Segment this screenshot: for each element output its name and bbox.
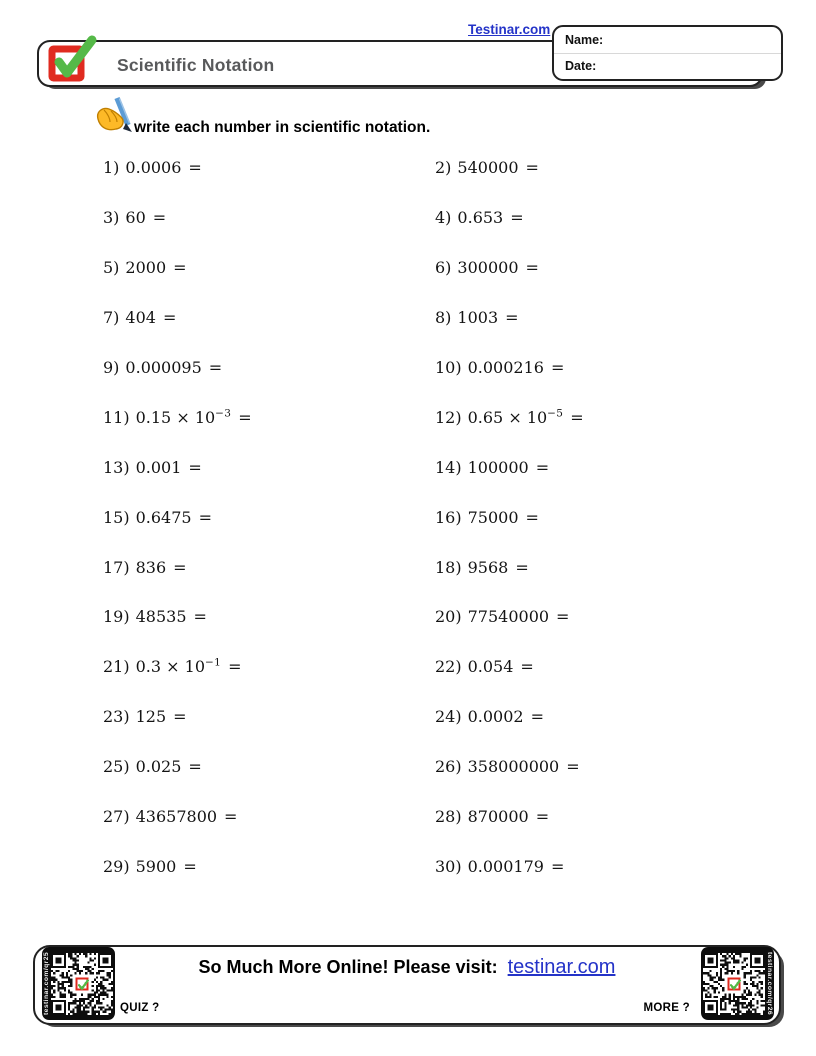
problem-value: 0.0006 (125, 158, 182, 178)
name-label: Name: (565, 32, 604, 47)
problem-item (103, 707, 435, 726)
problem-value: 0.000179 (467, 856, 544, 876)
date-label: Date: (565, 59, 597, 74)
problem-number: 11) (103, 407, 130, 427)
problem-item (103, 757, 435, 776)
problem-value: 0.054 (467, 657, 514, 677)
problem-item (103, 458, 435, 477)
footer-message (33, 956, 781, 979)
problem-item (435, 508, 776, 527)
problem-item (103, 208, 435, 227)
equals-sign: = (525, 258, 539, 278)
problem-item (103, 308, 435, 327)
problem-value: 48535 (135, 607, 187, 627)
problem-value: 0.000095 (125, 358, 202, 377)
problem-item (435, 857, 776, 876)
problem-value: 0.0002 (467, 707, 524, 727)
quiz-label: QUIZ ? (120, 1002, 160, 1014)
problem-item (103, 657, 435, 676)
problem-number: 5) (103, 258, 120, 278)
problem-item (435, 558, 776, 577)
problem-item (103, 558, 435, 577)
equals-sign: = (566, 757, 580, 777)
equals-sign: = (193, 607, 207, 627)
problem-value: 0.6475 (135, 507, 192, 527)
problem-value: 540000 (457, 158, 519, 178)
problem-number: 24) (435, 707, 462, 727)
problem-value: 0.653 (457, 208, 504, 228)
equals-sign: = (556, 607, 570, 627)
problem-value: 9568 (467, 557, 509, 577)
problem-number: 23) (103, 707, 130, 727)
name-field-row (554, 27, 781, 53)
problem-value: 300000 (457, 258, 519, 278)
checkbox-logo-icon (45, 33, 97, 85)
equals-sign: = (525, 507, 539, 527)
page-title: Scientific Notation (117, 55, 275, 75)
instruction-text: write each number in scientific notation. (134, 119, 431, 136)
equals-sign: = (224, 807, 238, 827)
problem-number: 10) (435, 358, 462, 377)
date-field-row (554, 53, 781, 80)
equals-sign: = (173, 557, 187, 577)
problem-number: 21) (103, 657, 130, 677)
problem-number: 27) (103, 807, 130, 827)
problem-item (435, 258, 776, 277)
problem-value: 5900 (135, 856, 177, 876)
equals-sign: = (173, 258, 187, 278)
equals-sign: = (188, 757, 202, 777)
problem-item (435, 657, 776, 676)
problem-number: 13) (103, 457, 130, 477)
more-qr-code-icon (703, 953, 765, 1015)
problem-number: 20) (435, 607, 462, 627)
equals-sign: = (198, 507, 212, 527)
equals-sign: = (550, 856, 565, 876)
problem-value: 60 (125, 208, 146, 228)
equals-sign: = (520, 657, 534, 677)
problem-number: 18) (435, 557, 462, 577)
problem-number: 19) (103, 607, 130, 627)
problem-number: 1) (103, 158, 120, 178)
problem-number: 2) (435, 158, 452, 178)
problem-number: 7) (103, 308, 120, 328)
problems-grid (103, 143, 776, 891)
problem-value: 100000 (467, 457, 529, 477)
problem-value: 1003 (457, 308, 499, 328)
writing-hand-icon (94, 96, 136, 136)
problem-number: 9) (103, 358, 120, 377)
problem-item (103, 508, 435, 527)
problem-value: 358000000 (467, 757, 560, 777)
equals-sign: = (188, 158, 202, 178)
problem-number: 17) (103, 557, 130, 577)
equals-sign: = (570, 407, 584, 427)
equals-sign: = (162, 308, 177, 328)
problem-item (103, 358, 435, 377)
problem-number: 29) (103, 856, 130, 876)
problem-number: 4) (435, 208, 452, 228)
equals-sign: = (505, 308, 519, 328)
problem-item (435, 158, 776, 177)
problem-value: 125 (135, 707, 167, 727)
problem-item (435, 358, 776, 377)
problem-number: 26) (435, 757, 462, 777)
equals-sign: = (152, 208, 167, 228)
testinar-site-link[interactable]: Testinar.com (468, 22, 551, 37)
problem-number: 15) (103, 507, 130, 527)
problem-item (103, 607, 435, 626)
problem-item (435, 308, 776, 327)
problem-value: $0.15 \times 10^{-3}$ (135, 407, 232, 427)
problem-number: 25) (103, 757, 130, 777)
problem-number: 14) (435, 457, 462, 477)
more-label: MORE ? (643, 1002, 690, 1014)
problem-value: 75000 (467, 507, 519, 527)
footer-message-text: So Much More Online! Please visit: (198, 957, 498, 977)
problem-item (103, 408, 435, 427)
problem-item (435, 208, 776, 227)
problem-value: 0.001 (135, 457, 182, 477)
name-date-box (552, 25, 783, 81)
quiz-qr-caption: testinar.com/qr25 (43, 951, 50, 1016)
problem-item (103, 258, 435, 277)
problem-item (103, 158, 435, 177)
equals-sign: = (173, 707, 187, 727)
problem-value: 43657800 (135, 807, 218, 827)
equals-sign: = (183, 856, 197, 876)
problem-item (103, 807, 435, 826)
problem-value: $0.65 \times 10^{-5}$ (467, 407, 564, 427)
equals-sign: = (525, 158, 539, 178)
problem-value: 404 (125, 308, 156, 328)
problem-item (103, 857, 435, 876)
problem-number: 30) (435, 856, 462, 876)
problem-number: 28) (435, 807, 462, 827)
quiz-qr-code-icon (51, 953, 113, 1015)
problem-value: 0.025 (135, 757, 182, 777)
equals-sign: = (228, 657, 242, 677)
quiz-qr-block (42, 947, 115, 1020)
equals-sign: = (535, 807, 550, 827)
problem-value: 836 (135, 557, 167, 577)
more-qr-block (701, 947, 774, 1020)
problem-value: 77540000 (467, 607, 550, 627)
equals-sign: = (510, 208, 524, 228)
equals-sign: = (530, 707, 544, 727)
equals-sign: = (188, 457, 202, 477)
problem-value: 2000 (125, 258, 167, 278)
problem-item (435, 807, 776, 826)
problem-value: 870000 (467, 807, 529, 827)
equals-sign: = (238, 407, 252, 427)
equals-sign: = (550, 358, 565, 377)
problem-item (435, 707, 776, 726)
footer-testinar-link[interactable]: testinar.com (507, 956, 616, 978)
problem-item (435, 458, 776, 477)
problem-number: 8) (435, 308, 452, 328)
more-qr-caption: testinar.com/qr26 (766, 951, 773, 1016)
problem-item (435, 607, 776, 626)
problem-number: 22) (435, 657, 462, 677)
equals-sign: = (208, 358, 223, 377)
problem-value: $0.3 \times 10^{-1}$ (135, 657, 222, 677)
problem-number: 3) (103, 208, 120, 228)
problem-value: 0.000216 (467, 358, 544, 377)
problem-item (435, 757, 776, 776)
problem-number: 16) (435, 507, 462, 527)
problem-number: 12) (435, 407, 462, 427)
problem-number: 6) (435, 258, 452, 278)
problem-item (435, 408, 776, 427)
equals-sign: = (535, 457, 550, 477)
equals-sign: = (515, 557, 529, 577)
